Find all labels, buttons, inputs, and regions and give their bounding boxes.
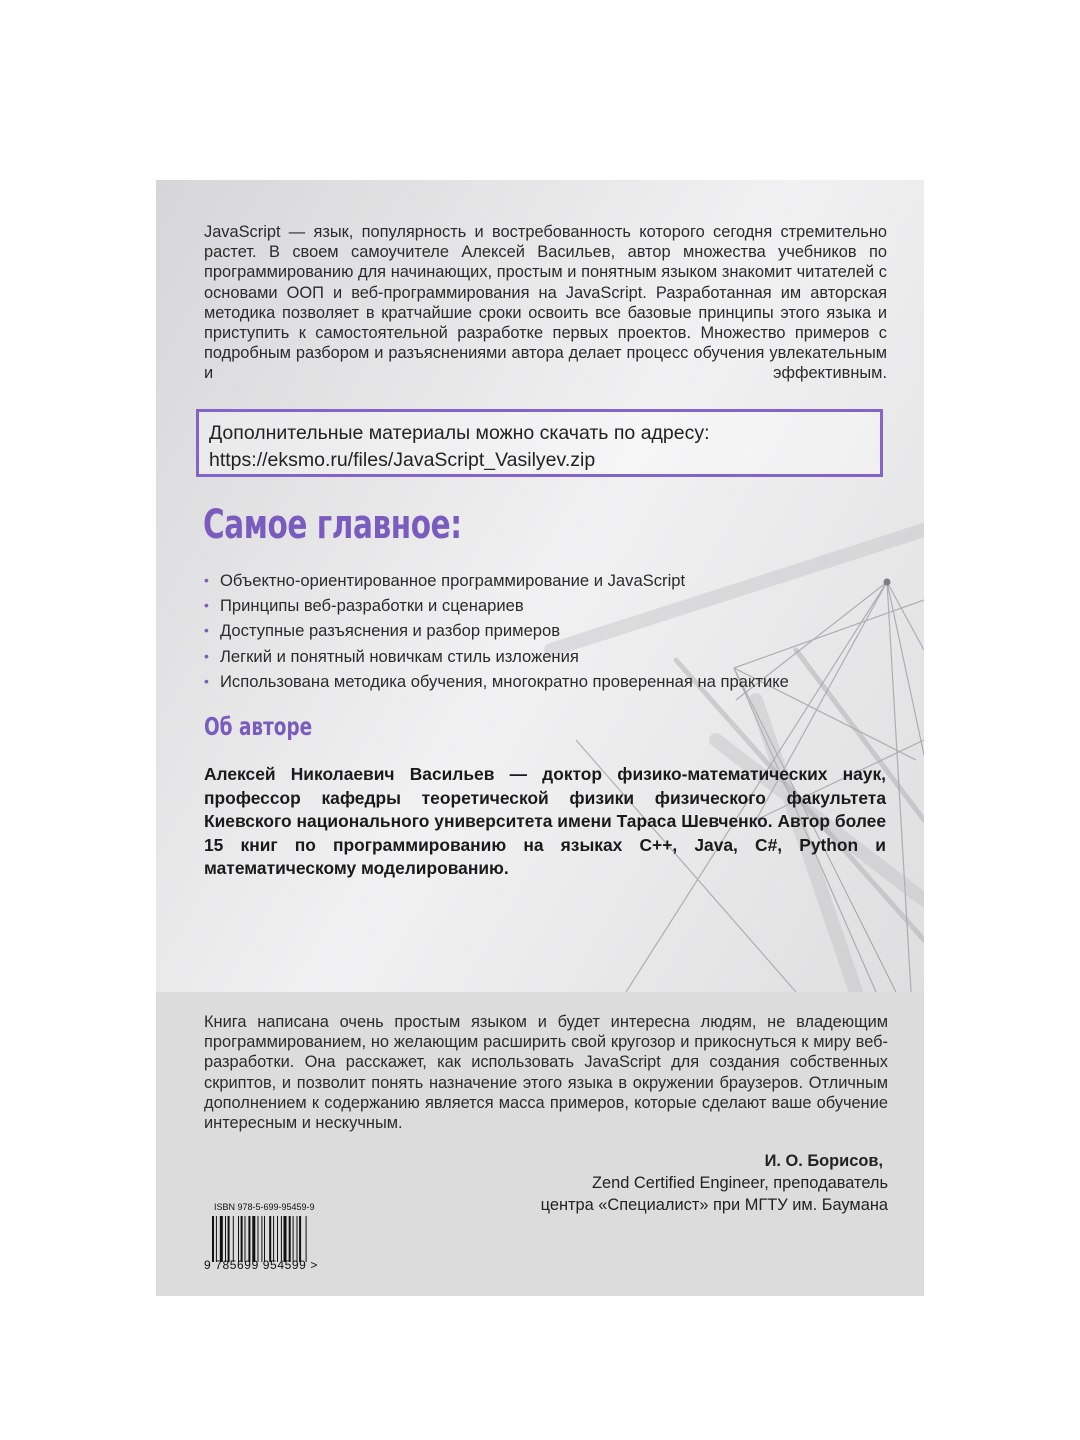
barcode-digits: 9 785699 954599 >: [204, 1258, 318, 1272]
book-back-cover: [156, 180, 924, 1296]
download-info-box: [196, 409, 883, 477]
reviewer-affiliation: центра «Специалист» при МГТУ им. Баумана: [540, 1196, 888, 1214]
about-author-text: Алексей Николаевич Васильев — доктор физико-математических наук, профессор кафедры теоретической физики физического факультета Киевского национального университета имени Тараса Шевченко. Автор более 15 книг по программированию на языках С++, Java, C#, Python и математическому моделированию.: [204, 764, 886, 879]
download-url[interactable]: https://eksmo.ru/files/JavaScript_Vasilyev.zip: [209, 449, 596, 471]
barcode: [204, 1198, 354, 1278]
list-item: • Доступные разъяснения и разбор примеров: [204, 618, 789, 643]
list-item: • Использована методика обучения, многократно проверенная на практике: [204, 669, 789, 694]
barcode-bars: [212, 1216, 334, 1262]
review-text: Книга написана очень простым языком и будет интересна людям, не владеющим программированием, но желающим расширить свой кругозор и прикоснуться к миру веб-разработки. Она расскажет, как использовать JavaScript для создания собственных скриптов, и позволит понять назначение этого языка в окружении браузеров. Отличным дополнением к содержанию является масса примеров, которые сделают ваше обучение интересным и нескучным.: [204, 1013, 888, 1133]
feature-list: [204, 568, 789, 694]
main-heading: Самое главное:: [203, 502, 462, 548]
about-heading: Об авторе: [204, 712, 313, 741]
reviewer-title: Zend Certified Engineer, преподаватель: [591, 1174, 888, 1192]
list-item: • Принципы веб-разработки и сценариев: [204, 593, 789, 618]
isbn-label: ISBN 978-5-699-95459-9: [214, 1202, 315, 1212]
list-item: • Легкий и понятный новичкам стиль изложения: [204, 644, 789, 669]
intro-paragraph: JavaScript — язык, популярность и востребованность которого сегодня стремительно растет. В своем самоучителе Алексей Васильев, автор множества учебников по программированию для начинающих, простым и понятным языком знакомит читателей с основами ООП и веб-программирования на JavaScript. Разработанная им авторская методика позволяет в кратчайшие сроки освоить все базовые принципы этого языка и приступить к самостоятельной разработке первых проектов. Множество примеров с подробным разбором и разъяснениями автора делает процесс обучения увлекательным и эффективным.: [204, 223, 887, 383]
reviewer-name: И. О. Борисов,: [764, 1152, 883, 1170]
download-label: Дополнительные материалы можно скачать по адресу:: [209, 422, 710, 444]
list-item: • Объектно-ориентированное программирование и JavaScript: [204, 568, 789, 593]
reviewer-signature: [541, 1150, 888, 1216]
